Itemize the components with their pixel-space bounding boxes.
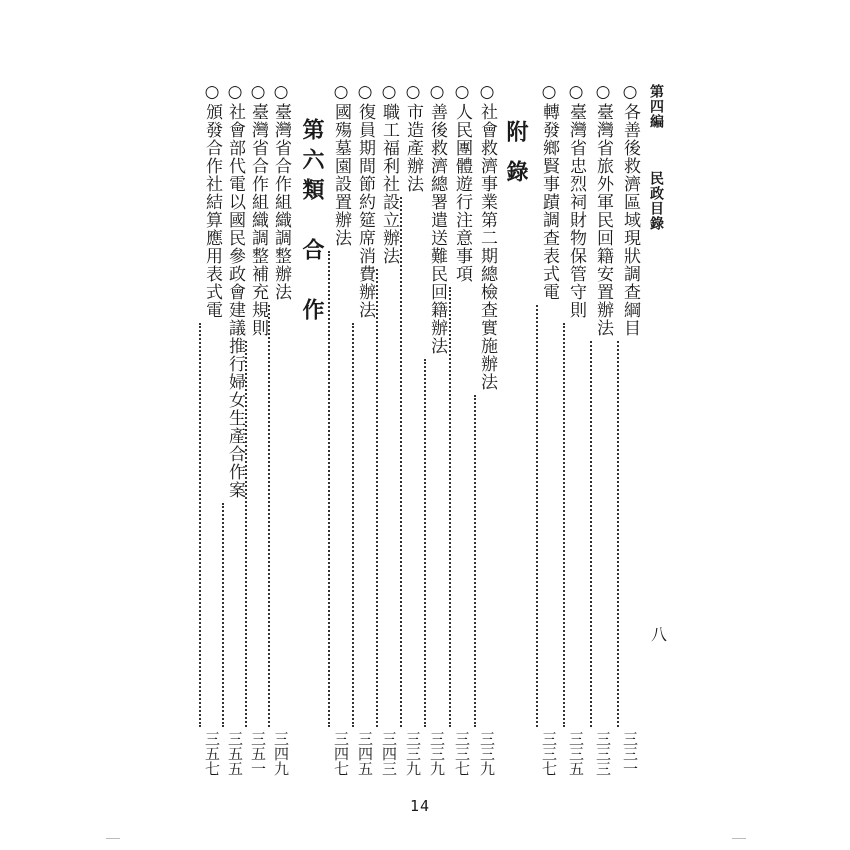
toc-entry-title: ○臺灣省合作組織調整辦法 — [271, 82, 291, 301]
toc-entry — [352, 82, 378, 776]
toc-entry-title: ○臺灣省合作組織調整補充規則 — [248, 82, 268, 337]
toc-entry-title: ○臺灣省旅外軍民回籍安置辦法 — [593, 82, 613, 337]
leader-dots — [536, 305, 538, 727]
toc-entry — [400, 82, 426, 776]
toc-entry-page: 三五七 — [203, 731, 221, 776]
toc-entry-page: 三三三 — [594, 731, 612, 776]
toc-entry — [199, 82, 225, 776]
toc-entry-title: ○善後救濟總署遣送難民回籍辦法 — [427, 82, 447, 355]
toc-entry-title: ○人民團體遊行注意事項 — [452, 82, 472, 283]
toc-entry-page: 三四三 — [380, 731, 398, 776]
toc-entry-page: 三三九 — [478, 731, 496, 776]
toc-entry-title: ○社會部代電以國民參政會建議推行婦女生產合作案 — [225, 82, 245, 499]
header-part: 第四編 — [648, 84, 664, 129]
toc-entry-page: 三四九 — [272, 731, 290, 776]
toc-entry-page: 三三一 — [621, 731, 639, 776]
toc-entry — [590, 82, 616, 776]
toc-entry — [449, 82, 475, 776]
toc-entry-page: 三五一 — [249, 731, 267, 776]
leader-dots — [328, 251, 330, 727]
toc-entry-page: 三三九 — [428, 731, 446, 776]
appendix-heading: 附錄 — [503, 120, 529, 200]
toc-entry-page: 三三七 — [540, 731, 558, 776]
toc-entry-title: ○國殤墓園設置辦法 — [331, 82, 351, 247]
header-title: 民政目錄 — [648, 171, 664, 231]
toc-entry-title: ○復員期間節約筵席消費辦法 — [355, 82, 375, 319]
toc-entry-title: ○各善後救濟區域現狀調查綱目 — [620, 82, 640, 337]
toc-entry-page: 三四七 — [332, 731, 350, 776]
toc-entry-title: ○臺灣省忠烈祠財物保管守則 — [566, 82, 586, 319]
toc-entry-page: 三四五 — [356, 731, 374, 776]
toc-entry-page: 三三七 — [453, 731, 471, 776]
toc-entry-title: ○轉發鄉賢事蹟調查表式電 — [539, 82, 559, 301]
toc-entry-page: 三三五 — [567, 731, 585, 776]
leader-dots — [617, 341, 619, 727]
crop-mark — [732, 838, 746, 839]
toc-entry — [563, 82, 589, 776]
toc-entry-title: ○頒發合作社結算應用表式電 — [202, 82, 222, 319]
toc-entry-title: ○市造產辦法 — [403, 82, 423, 193]
toc-entry-title: ○職工福利社設立辦法 — [379, 82, 399, 265]
leader-dots — [199, 323, 201, 727]
page-number: 14 — [410, 797, 431, 815]
toc-entry — [376, 82, 402, 776]
toc-entry — [617, 82, 643, 776]
toc-entry — [222, 82, 248, 776]
toc-entry — [268, 82, 294, 776]
toc-entry — [328, 82, 354, 776]
toc-entry-page: 三五五 — [226, 731, 244, 776]
leader-dots — [590, 341, 592, 727]
crop-mark — [106, 838, 120, 839]
toc-entry — [536, 82, 562, 776]
toc-entry — [424, 82, 450, 776]
running-header — [646, 84, 666, 231]
toc-entry-page: 三三九 — [404, 731, 422, 776]
leader-dots — [563, 323, 565, 727]
side-page-number: 八 — [651, 625, 668, 644]
toc-entry — [245, 82, 271, 776]
toc-entry-title: ○社會救濟事業第二期總檢查實施辦法 — [477, 82, 497, 391]
section-heading: 第六類 合 作 — [299, 118, 325, 328]
toc-entry — [474, 82, 500, 776]
